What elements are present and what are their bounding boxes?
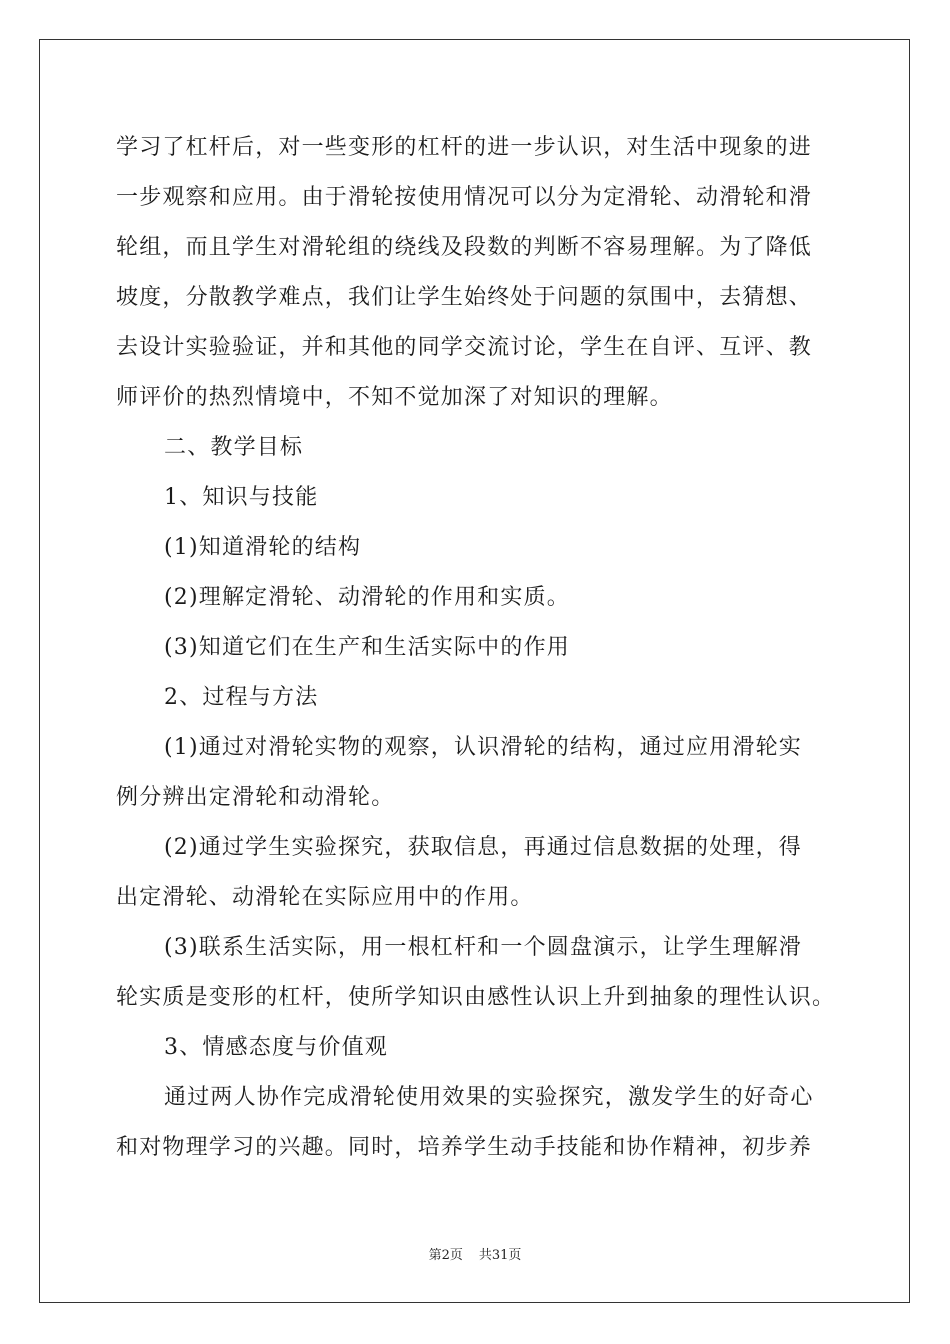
text-line: 学习了杠杆后，对一些变形的杠杆的进一步认识，对生活中现象的进 bbox=[116, 135, 813, 160]
list-item: (2)理解定滑轮、动滑轮的作用和实质。 bbox=[164, 585, 570, 610]
list-item: (3)知道它们在生产和生活实际中的作用 bbox=[164, 635, 570, 660]
text-line: 通过两人协作完成滑轮使用效果的实验探究，激发学生的好奇心 bbox=[164, 1085, 814, 1110]
list-item: (3)联系生活实际，用一根杠杆和一个圆盘演示，让学生理解滑 bbox=[164, 935, 802, 960]
document-body bbox=[116, 123, 836, 1173]
page-number: 第2页 bbox=[428, 1248, 463, 1263]
list-item: (2)通过学生实验探究，获取信息，再通过信息数据的处理，得 bbox=[164, 835, 802, 860]
text-line: 一步观察和应用。由于滑轮按使用情况可以分为定滑轮、动滑轮和滑 bbox=[116, 185, 813, 210]
list-item: (1)知道滑轮的结构 bbox=[164, 535, 362, 560]
list-item: (1)通过对滑轮实物的观察，认识滑轮的结构，通过应用滑轮实 bbox=[164, 735, 802, 760]
subsection-heading: 1、知识与技能 bbox=[164, 485, 319, 510]
text-line: 和对物理学习的兴趣。同时，培养学生动手技能和协作精神，初步养 bbox=[116, 1135, 813, 1160]
text-line: 出定滑轮、动滑轮在实际应用中的作用。 bbox=[116, 885, 534, 910]
page-footer bbox=[0, 1244, 950, 1263]
text-line: 去设计实验验证，并和其他的同学交流讨论，学生在自评、互评、教 bbox=[116, 335, 813, 360]
text-line: 轮实质是变形的杠杆，使所学知识由感性认识上升到抽象的理性认识。 bbox=[116, 985, 836, 1010]
page-total: 共31页 bbox=[478, 1248, 522, 1263]
subsection-heading: 3、情感态度与价值观 bbox=[164, 1035, 388, 1060]
text-line: 轮组，而且学生对滑轮组的绕线及段数的判断不容易理解。为了降低 bbox=[116, 235, 813, 260]
text-line: 坡度，分散教学难点，我们让学生始终处于问题的氛围中，去猜想、 bbox=[116, 285, 813, 310]
subsection-heading: 2、过程与方法 bbox=[164, 685, 319, 710]
text-line: 例分辨出定滑轮和动滑轮。 bbox=[116, 785, 395, 810]
section-heading: 二、教学目标 bbox=[164, 435, 304, 460]
text-line: 师评价的热烈情境中，不知不觉加深了对知识的理解。 bbox=[116, 385, 673, 410]
